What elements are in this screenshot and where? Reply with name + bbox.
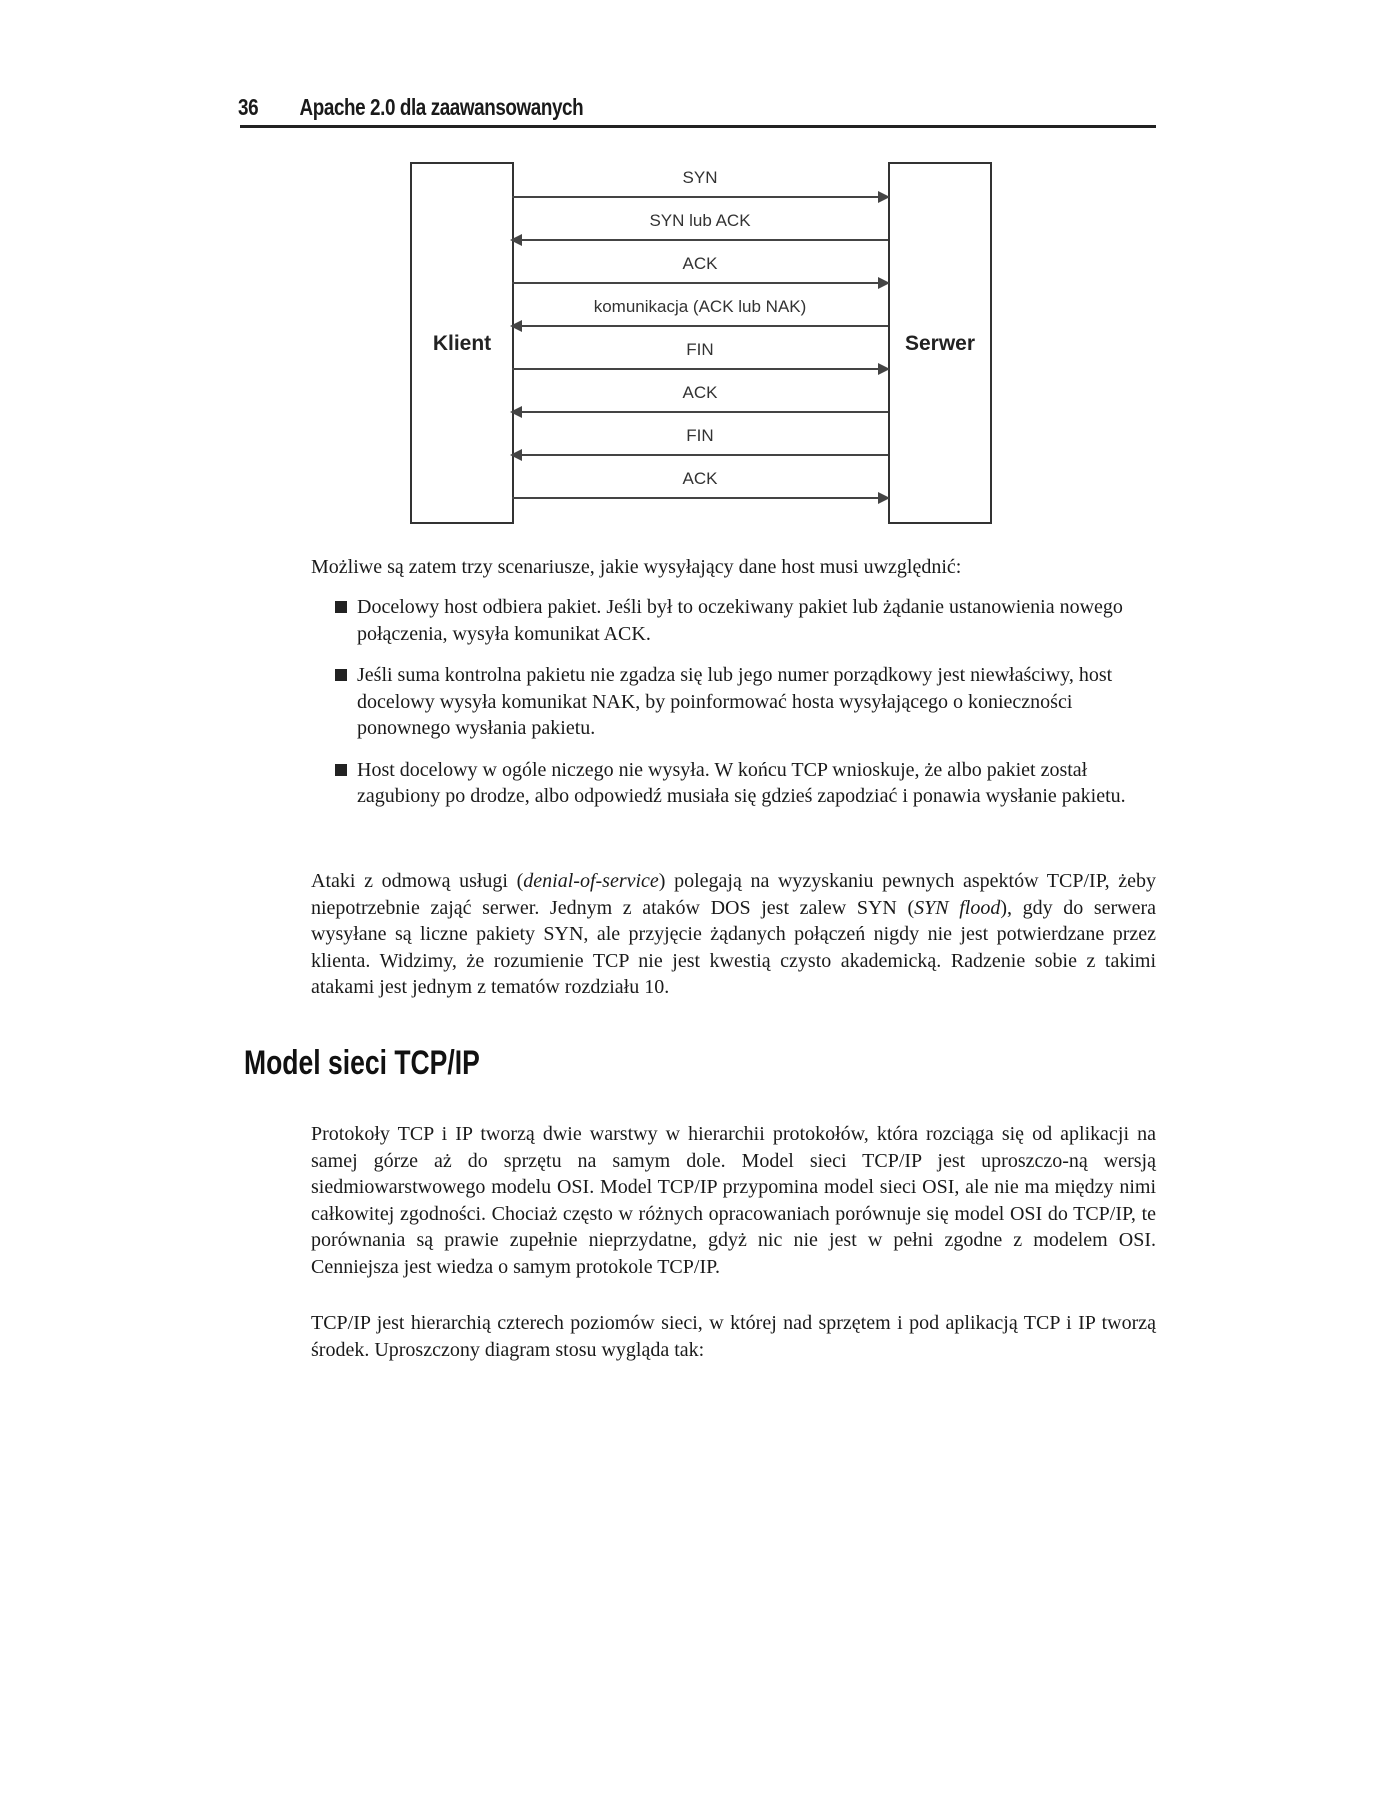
- arrow-line: [512, 454, 888, 456]
- message-label: komunikacja (ACK lub NAK): [593, 297, 807, 316]
- message-label: ACK: [682, 469, 718, 488]
- arrow-line: [512, 196, 888, 198]
- intro-text: Możliwe są zatem trzy scenariusze, jakie wysyłający dane host musi uwzględnić:: [311, 556, 962, 578]
- bullet-square-icon: [335, 669, 347, 681]
- list-item: [311, 757, 1156, 810]
- arrow-left-icon: [510, 406, 522, 418]
- client-label: Klient: [432, 332, 492, 355]
- message-arrow: [512, 168, 888, 208]
- bullet-square-icon: [335, 764, 347, 776]
- message-arrow: [512, 383, 888, 423]
- book-title: Apache 2.0 dla zaawansowanych: [299, 94, 584, 120]
- message-label: FIN: [686, 340, 714, 359]
- list-item: [311, 662, 1156, 742]
- message-arrow: [512, 469, 888, 509]
- section-title: Model sieci TCP/IP: [244, 1044, 480, 1082]
- client-box: [410, 162, 514, 524]
- tcpip-stack-paragraph: TCP/IP jest hierarchią czterech poziomów sieci, w której nad sprzętem i pod aplikacją TCP i IP tworzą środek. Uproszczony diagram stosu wygląda tak:: [311, 1312, 1156, 1361]
- list-item: [311, 594, 1156, 647]
- dos-text-3: ), gdy do serwera wysyłane są liczne pakiety SYN, ale przyjęcie żądanych połączeń nigdy nie jest potwierdzane przez klienta. Widzimy, że rozumienie TCP nie jest kwestią czysto akademicką. Radzenie sobie z takimi atakami jest jednym z tematów rozdziału 10.: [311, 896, 1156, 998]
- dos-text-1: Ataki z odmową usługi (: [311, 870, 524, 892]
- arrow-line: [512, 497, 888, 499]
- dos-term-italic: denial-of-service: [523, 870, 659, 892]
- arrow-line: [512, 325, 888, 327]
- message-label: ACK: [682, 383, 718, 402]
- tcpip-model-paragraph: Protokoły TCP i IP tworzą dwie warstwy w hierarchii protokołów, która rozciąga się od aplikacji na samej górze aż do sprzętu na samym dole. Model sieci TCP/IP jest uproszczo-ną wersją siedmiowarstwowego modelu OSI. Model TCP/IP przypomina model sieci OSI, ale nie ma między nimi całkowitej zgodności. Chociaż często w różnych opracowaniach porównuje się model OSI do TCP/IP, te porównania są prawie zupełnie nieprzydatne, gdyż nic nie jest w pełni zgodne z modelem OSI. Cenniejsza jest wiedza o samym protokole TCP/IP.: [311, 1123, 1156, 1278]
- message-label: ACK: [682, 254, 718, 273]
- arrow-left-icon: [510, 449, 522, 461]
- message-label: SYN: [682, 168, 718, 187]
- arrow-line: [512, 411, 888, 413]
- header-rule: [240, 125, 1156, 128]
- bullet-square-icon: [335, 601, 347, 613]
- message-label: SYN lub ACK: [649, 211, 751, 230]
- arrow-line: [512, 282, 888, 284]
- arrow-right-icon: [878, 363, 890, 375]
- message-label: FIN: [686, 426, 714, 445]
- arrow-line: [512, 239, 888, 241]
- page-number: 36: [238, 94, 259, 120]
- scenario-list: [311, 594, 1156, 825]
- arrow-line: [512, 368, 888, 370]
- list-item-text: Host docelowy w ogóle niczego nie wysyła. W końcu TCP wnioskuje, że albo pakiet został zagubiony po drodze, albo odpowiedź musiała się gdzieś zapodziać i ponawia wysłanie pakietu.: [357, 758, 1126, 807]
- page-header: [238, 94, 989, 121]
- message-arrow: [512, 297, 888, 337]
- arrow-left-icon: [510, 234, 522, 246]
- arrow-left-icon: [510, 320, 522, 332]
- list-item-text: Docelowy host odbiera pakiet. Jeśli był to oczekiwany pakiet lub żądanie ustanowienia nowego połączenia, wysyła komunikat ACK.: [357, 596, 1123, 645]
- dos-paragraph: [311, 868, 1156, 1001]
- arrow-right-icon: [878, 277, 890, 289]
- arrow-right-icon: [878, 492, 890, 504]
- list-item-text: Jeśli suma kontrolna pakietu nie zgadza się lub jego numer porządkowy jest niewłaściwy, host docelowy wysyła komunikat NAK, by poinformować hosta wysyłającego o konieczności ponownego wysłania pakietu.: [357, 664, 1113, 739]
- server-label: Serwer: [904, 332, 976, 355]
- message-arrow: [512, 426, 888, 466]
- tcp-handshake-diagram: [410, 162, 990, 526]
- syn-flood-italic: SYN flood: [914, 896, 1001, 919]
- message-arrow: [512, 340, 888, 380]
- message-arrow: [512, 211, 888, 251]
- dos-text-2: ) polegają na wyzyskaniu pewnych aspektów TCP/IP, żeby niepotrzebnie zająć serwer. Jednym z ataków DOS jest zalew SYN (: [311, 870, 1156, 919]
- server-box: [888, 162, 992, 524]
- message-arrow: [512, 254, 888, 294]
- arrow-right-icon: [878, 191, 890, 203]
